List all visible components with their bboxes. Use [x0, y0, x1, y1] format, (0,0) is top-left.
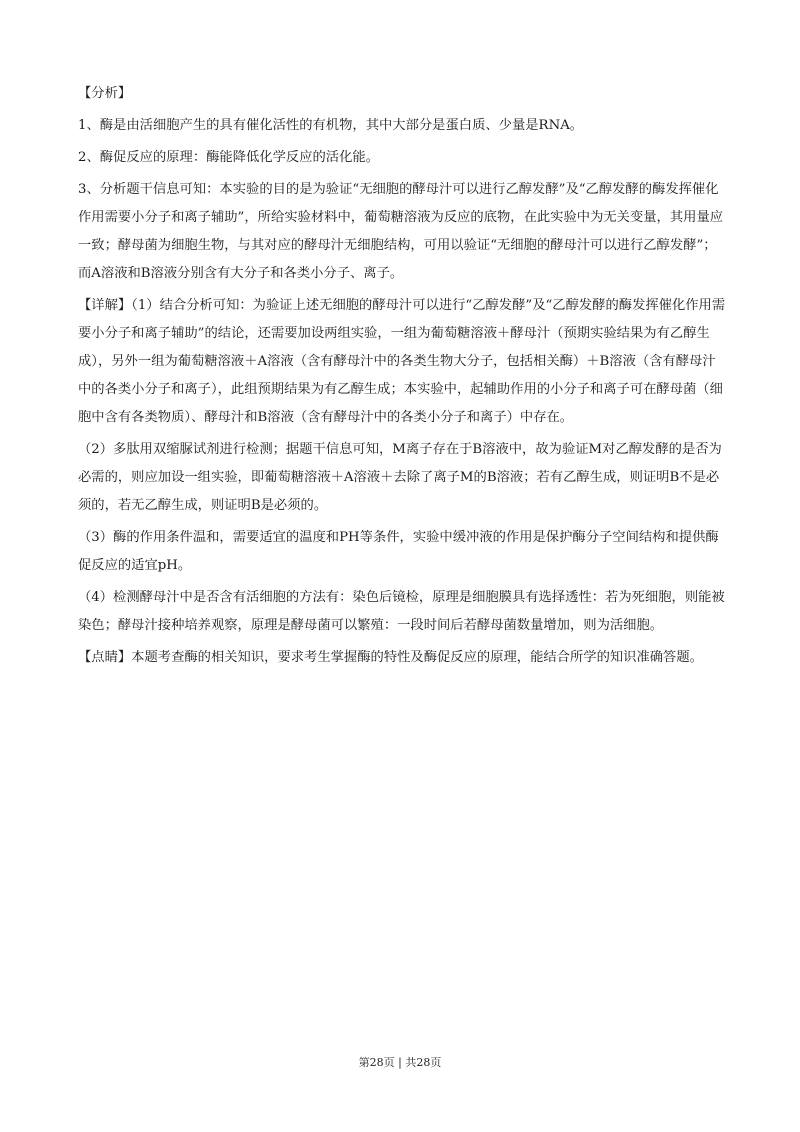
document-body	[78, 80, 728, 676]
analysis-point-2: 2、酶促反应的原理：酶能降低化学反应的活化能。	[78, 150, 379, 165]
detail-paragraph-3: （3）酶的作用条件温和，需要适宜的温度和PH等条件，实验中缓冲液的作用是保护酶分子空间结构和提供酶促反应的适宜pH。	[78, 530, 719, 573]
detail-paragraph-1: 【详解】（1）结合分析可知：为验证上述无细胞的酵母汁可以进行“乙醇发酵”及“乙醇发酵的酶发挥催化作用需要小分子和离子辅助”的结论，还需要加设两组实验，一组为葡萄糖溶液＋酵母汁（预期实验结果为有乙醇生成），另外一组为葡萄糖溶液＋A溶液（含有酵母汁中的各类生物大分子，包括相关酶）＋B溶液（含有酵母汁中的各类小分子和离子），此组预期结果为有乙醇生成；本实验中，起辅助作用的小分子和离子可在酵母菌（细胞中含有各类物质）、酵母汁和B溶液（含有酵母汁中的各类小分子和离子）中存在。	[78, 298, 726, 425]
analysis-heading: 【分析】	[78, 86, 132, 101]
analysis-point-3: 3、分析题干信息可知：本实验的目的是为验证“无细胞的酵母汁可以进行乙醇发酵”及“乙醇发酵的酶发挥催化作用需要小分子和离子辅助”，所给实验材料中，葡萄糖溶液为反应的底物，在此实验中为无关变量，其用量应一致；酵母菌为细胞生物，与其对应的酵母汁无细胞结构，可用以验证“无细胞的酵母汁可以进行乙醇发酵”；而A溶液和B溶液分别含有大分子和各类小分子、离子。	[78, 182, 724, 281]
comment-paragraph: 【点睛】本题考查酶的相关知识，要求考生掌握酶的特性及酶促反应的原理，能结合所学的知识准确答题。	[78, 650, 703, 665]
analysis-point-1: 1、酶是由活细胞产生的具有催化活性的有机物，其中大部分是蛋白质、少量是RNA。	[78, 118, 584, 133]
detail-paragraph-2: （2）多肽用双缩脲试剂进行检测；据题干信息可知，M离子存在于B溶液中，故为验证M对乙醇发酵的是否为必需的，则应加设一组实验，即葡萄糖溶液＋A溶液＋去除了离子M的B溶液；若有乙醇生成，则证明B不是必须的，若无乙醇生成，则证明B是必须的。	[78, 442, 722, 513]
page-footer: 第28页 | 共28页	[358, 1056, 442, 1069]
detail-paragraph-4: （4）检测酵母汁中是否含有活细胞的方法有：染色后镜检，原理是细胞膜具有选择透性：若为死细胞，则能被染色；酵母汁接种培养观察，原理是酵母菌可以繁殖：一段时间后若酵母菌数量增加，则为活细胞。	[78, 590, 725, 633]
